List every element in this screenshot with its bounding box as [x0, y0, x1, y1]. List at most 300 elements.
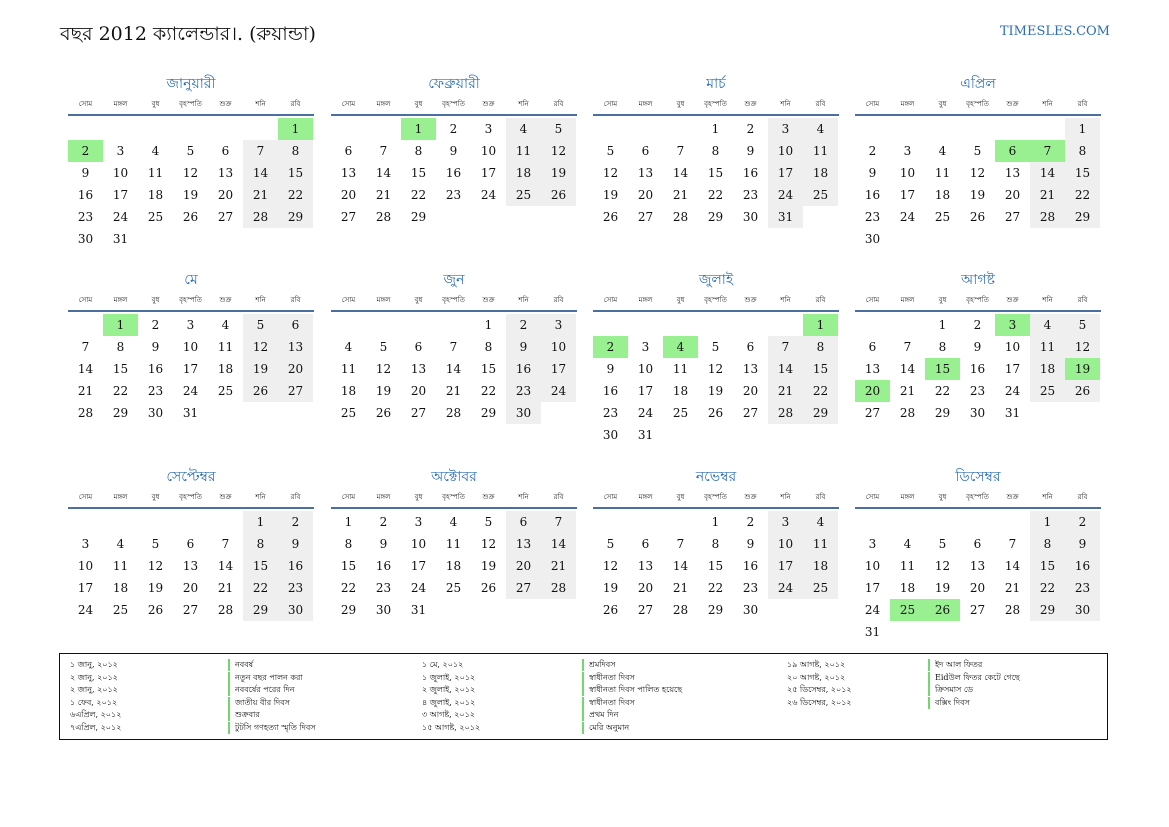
weekday-label: বুধ — [676, 493, 685, 501]
weekday-label: শুক্র — [482, 100, 495, 108]
legend-marker — [228, 722, 230, 734]
day-cell: 19 — [969, 188, 986, 202]
day-cell: 21 — [541, 555, 576, 577]
legend-date: ৭এপ্রিল, ২০১২ — [70, 723, 122, 732]
weekday-label: সোম — [78, 296, 93, 304]
weekday-label: বৃহস্পতি — [704, 100, 727, 108]
legend-marker — [928, 672, 930, 684]
weekday-label: শুক্র — [1006, 100, 1019, 108]
day-cell: 12 — [480, 537, 497, 551]
day-cell: 24 — [541, 380, 576, 402]
weekday-label: রবি — [1077, 493, 1088, 501]
holiday-day-cell: 1 — [103, 314, 138, 336]
day-cell: 18 — [147, 188, 164, 202]
weekday-header — [855, 291, 1101, 312]
day-cell: 10 — [864, 559, 881, 573]
day-cell: 14 — [899, 362, 916, 376]
day-cell: 16 — [445, 166, 462, 180]
day-cell: 12 — [969, 166, 986, 180]
day-cell: 11 — [1030, 336, 1065, 358]
holiday-day-cell: 15 — [925, 358, 960, 380]
holiday-day-cell: 7 — [1030, 140, 1065, 162]
day-cell: 21 — [217, 581, 234, 595]
weekday-header — [68, 488, 314, 509]
weekday-label: বুধ — [938, 100, 947, 108]
day-cell: 12 — [541, 140, 576, 162]
site-link[interactable]: TIMESLES.COM — [999, 24, 1110, 39]
holiday-day-cell: 3 — [995, 314, 1030, 336]
day-cell: 31 — [637, 428, 654, 442]
weekday-header — [593, 95, 839, 116]
month-title: জুলাই — [698, 272, 734, 288]
day-cell: 24 — [864, 603, 881, 617]
weekday-label: সোম — [865, 100, 880, 108]
day-grid — [68, 116, 314, 248]
weekday-label: শনি — [255, 493, 266, 501]
day-cell: 4 — [116, 537, 125, 551]
weekday-label: রবি — [553, 100, 564, 108]
day-cell: 2 — [506, 314, 541, 336]
day-cell: 9 — [506, 336, 541, 358]
day-cell: 19 — [707, 384, 724, 398]
weekday-label: মঙ্গল — [900, 100, 915, 108]
weekday-label: সোম — [78, 100, 93, 108]
day-cell: 5 — [243, 314, 278, 336]
day-cell: 15 — [707, 166, 724, 180]
day-cell: 5 — [606, 144, 615, 158]
weekday-label: মঙ্গল — [376, 100, 391, 108]
weekday-label: শুক্র — [482, 296, 495, 304]
day-cell: 4 — [151, 144, 160, 158]
legend-holiday-name: নতুন বছর পালন করা — [235, 672, 303, 682]
day-cell: 10 — [480, 144, 497, 158]
holiday-day-cell: 25 — [890, 599, 925, 621]
weekday-label: শনি — [1042, 493, 1053, 501]
day-cell: 14 — [243, 162, 278, 184]
day-cell: 12 — [1065, 336, 1100, 358]
weekday-label: বৃহস্পতি — [966, 493, 989, 501]
day-cell: 25 — [803, 577, 838, 599]
day-cell: 22 — [707, 188, 724, 202]
day-cell: 13 — [864, 362, 881, 376]
day-cell: 7 — [81, 340, 90, 354]
day-cell: 8 — [278, 140, 313, 162]
day-cell: 8 — [1065, 140, 1100, 162]
day-cell: 11 — [934, 166, 951, 180]
day-cell: 29 — [480, 406, 497, 420]
legend-date: ১৫ আগষ্ট, ২০১২ — [422, 723, 481, 732]
weekday-label: শনি — [518, 100, 529, 108]
weekday-label: শনি — [255, 296, 266, 304]
weekday-label: মঙ্গল — [638, 296, 653, 304]
day-cell: 9 — [379, 537, 388, 551]
legend-date: ২৬ ডিসেম্বর, ২০১২ — [787, 697, 852, 707]
day-cell: 20 — [742, 384, 759, 398]
day-cell: 14 — [1030, 162, 1065, 184]
day-cell: 13 — [969, 559, 986, 573]
day-cell: 21 — [899, 384, 916, 398]
day-cell: 30 — [278, 599, 313, 621]
legend-date: ১ জানু, ২০১২ — [70, 660, 118, 669]
day-cell: 10 — [899, 166, 916, 180]
weekday-label: সোম — [603, 296, 618, 304]
legend-marker — [228, 709, 230, 721]
day-cell: 9 — [606, 362, 615, 376]
weekday-label: সোম — [865, 493, 880, 501]
day-cell: 9 — [973, 340, 982, 354]
day-cell: 2 — [1065, 511, 1100, 533]
day-cell: 4 — [938, 144, 947, 158]
legend-date: ১৯ আগষ্ট, ২০১২ — [787, 660, 846, 669]
day-cell: 2 — [868, 144, 877, 158]
day-cell: 21 — [77, 384, 94, 398]
day-cell: 9 — [81, 166, 90, 180]
day-cell: 14 — [672, 559, 689, 573]
weekday-label: মঙ্গল — [113, 100, 128, 108]
day-cell: 15 — [410, 166, 427, 180]
holiday-day-cell: 2 — [593, 336, 628, 358]
weekday-label: শনি — [255, 100, 266, 108]
day-cell: 18 — [803, 162, 838, 184]
legend-holiday-name: ক্রিসমাস ডে — [935, 685, 973, 695]
day-cell: 4 — [803, 118, 838, 140]
day-cell: 11 — [340, 362, 357, 376]
day-cell: 22 — [1030, 577, 1065, 599]
legend-marker — [582, 709, 584, 721]
day-cell: 7 — [676, 144, 685, 158]
day-cell: 25 — [112, 603, 129, 617]
weekday-label: শুক্র — [1006, 493, 1019, 501]
day-cell: 16 — [147, 362, 164, 376]
day-cell: 14 — [77, 362, 94, 376]
month-title: ডিসেম্বর — [955, 469, 1001, 485]
day-cell: 17 — [541, 358, 576, 380]
day-cell: 24 — [637, 406, 654, 420]
weekday-label: বৃহস্পতি — [704, 296, 727, 304]
day-cell: 22 — [1065, 184, 1100, 206]
day-cell: 2 — [379, 515, 388, 529]
day-cell: 15 — [1065, 162, 1100, 184]
day-cell: 13 — [278, 336, 313, 358]
day-cell: 20 — [410, 384, 427, 398]
day-cell: 17 — [182, 362, 199, 376]
day-cell: 19 — [602, 581, 619, 595]
day-cell: 25 — [217, 384, 234, 398]
day-cell: 23 — [742, 581, 759, 595]
weekday-label: শুক্র — [744, 296, 757, 304]
month-calendar — [855, 74, 1101, 248]
day-cell: 26 — [1065, 380, 1100, 402]
day-cell: 7 — [541, 511, 576, 533]
day-cell: 21 — [1030, 184, 1065, 206]
weekday-label: শুক্র — [219, 100, 232, 108]
legend-holiday-name: নববর্ষ — [235, 660, 254, 669]
holiday-day-cell: 2 — [68, 140, 103, 162]
day-cell: 7 — [449, 340, 458, 354]
day-cell: 6 — [344, 144, 353, 158]
day-cell: 6 — [973, 537, 982, 551]
day-cell: 22 — [243, 577, 278, 599]
day-cell: 31 — [112, 232, 129, 246]
day-grid — [68, 509, 314, 641]
day-cell: 13 — [637, 166, 654, 180]
legend-holiday-name: মেরি অনুমান — [589, 723, 630, 732]
legend-holiday-name: স্বাধীনতা দিবস — [589, 697, 635, 707]
day-cell: 19 — [480, 559, 497, 573]
day-cell: 8 — [938, 340, 947, 354]
weekday-header — [855, 488, 1101, 509]
day-cell: 5 — [1065, 314, 1100, 336]
day-cell: 8 — [803, 336, 838, 358]
day-cell: 28 — [899, 406, 916, 420]
weekday-label: মঙ্গল — [376, 493, 391, 501]
day-cell: 4 — [803, 511, 838, 533]
holiday-day-cell: 26 — [925, 599, 960, 621]
weekday-label: মঙ্গল — [638, 493, 653, 501]
day-cell: 26 — [541, 184, 576, 206]
day-cell: 30 — [969, 406, 986, 420]
day-cell: 15 — [480, 362, 497, 376]
day-cell: 23 — [1065, 577, 1100, 599]
day-cell: 20 — [506, 555, 541, 577]
day-cell: 22 — [803, 380, 838, 402]
weekday-label: রবি — [290, 296, 301, 304]
day-cell: 24 — [768, 577, 803, 599]
day-cell: 10 — [637, 362, 654, 376]
month-title: ফেব্রুয়ারী — [428, 76, 480, 92]
day-cell: 25 — [506, 184, 541, 206]
weekday-label: রবি — [1077, 100, 1088, 108]
day-cell: 24 — [768, 184, 803, 206]
day-cell: 31 — [182, 406, 199, 420]
day-cell: 30 — [506, 402, 541, 424]
day-cell: 31 — [410, 603, 427, 617]
weekday-label: মঙ্গল — [638, 100, 653, 108]
day-cell: 26 — [375, 406, 392, 420]
weekday-header — [593, 291, 839, 312]
weekday-header — [331, 291, 577, 312]
weekday-label: বৃহস্পতি — [704, 493, 727, 501]
day-cell: 23 — [445, 188, 462, 202]
legend-marker — [582, 722, 584, 734]
weekday-header — [68, 95, 314, 116]
day-cell: 16 — [742, 559, 759, 573]
day-cell: 23 — [77, 210, 94, 224]
day-cell: 14 — [768, 358, 803, 380]
day-cell: 25 — [934, 210, 951, 224]
day-cell: 22 — [934, 384, 951, 398]
day-cell: 18 — [899, 581, 916, 595]
day-cell: 28 — [768, 402, 803, 424]
day-cell: 14 — [541, 533, 576, 555]
legend-marker — [582, 697, 584, 709]
weekday-label: শুক্র — [744, 100, 757, 108]
day-cell: 5 — [711, 340, 720, 354]
day-cell: 1 — [711, 122, 720, 136]
weekday-label: শনি — [780, 493, 791, 501]
legend-date: ১ মে, ২০১২ — [422, 660, 464, 669]
weekday-label: বুধ — [676, 100, 685, 108]
day-cell: 14 — [375, 166, 392, 180]
weekday-label: মঙ্গল — [113, 296, 128, 304]
day-cell: 15 — [278, 162, 313, 184]
day-cell: 19 — [375, 384, 392, 398]
day-cell: 17 — [1004, 362, 1021, 376]
day-cell: 24 — [1004, 384, 1021, 398]
weekday-label: বৃহস্পতি — [442, 100, 465, 108]
legend-holiday-name: জাতীয় বীর দিবস — [235, 697, 290, 707]
day-cell: 30 — [77, 232, 94, 246]
day-cell: 23 — [375, 581, 392, 595]
day-cell: 16 — [742, 166, 759, 180]
day-cell: 8 — [711, 537, 720, 551]
day-cell: 25 — [340, 406, 357, 420]
weekday-label: বুধ — [414, 100, 423, 108]
holiday-day-cell: 19 — [1065, 358, 1100, 380]
day-cell: 30 — [742, 603, 759, 617]
day-cell: 27 — [742, 406, 759, 420]
day-cell: 10 — [77, 559, 94, 573]
day-cell: 28 — [672, 603, 689, 617]
month-calendar — [855, 467, 1101, 641]
day-cell: 13 — [217, 166, 234, 180]
day-cell: 7 — [1008, 537, 1017, 551]
day-cell: 30 — [147, 406, 164, 420]
day-cell: 2 — [151, 318, 160, 332]
weekday-label: বৃহস্পতি — [179, 100, 202, 108]
day-cell: 20 — [278, 358, 313, 380]
day-cell: 23 — [602, 406, 619, 420]
day-grid — [593, 509, 839, 641]
day-cell: 20 — [217, 188, 234, 202]
day-cell: 15 — [112, 362, 129, 376]
day-cell: 13 — [410, 362, 427, 376]
day-cell: 2 — [449, 122, 458, 136]
day-cell: 8 — [243, 533, 278, 555]
weekday-label: সোম — [865, 296, 880, 304]
day-cell: 11 — [803, 140, 838, 162]
day-cell: 15 — [803, 358, 838, 380]
day-grid — [855, 116, 1101, 248]
legend-marker — [928, 659, 930, 671]
day-cell: 2 — [973, 318, 982, 332]
weekday-label: সোম — [603, 100, 618, 108]
page-title: বছর 2012 ক্যালেন্ডার।. (রুয়ান্ডা) — [60, 23, 316, 45]
day-cell: 19 — [934, 581, 951, 595]
month-calendar — [855, 270, 1101, 444]
holiday-day-cell: 1 — [401, 118, 436, 140]
legend-holiday-name: শ্রমদিবস — [589, 660, 616, 669]
day-cell: 17 — [77, 581, 94, 595]
day-cell: 28 — [541, 577, 576, 599]
day-cell: 28 — [77, 406, 94, 420]
legend-date: ২ জানু, ২০১২ — [70, 685, 118, 695]
day-cell: 14 — [445, 362, 462, 376]
month-calendar — [68, 74, 314, 248]
day-cell: 23 — [969, 384, 986, 398]
weekday-label: বুধ — [414, 493, 423, 501]
day-cell: 29 — [410, 210, 427, 224]
month-calendar — [331, 467, 577, 641]
day-cell: 29 — [340, 603, 357, 617]
day-cell: 12 — [147, 559, 164, 573]
day-cell: 11 — [217, 340, 234, 354]
day-cell: 19 — [602, 188, 619, 202]
day-cell: 1 — [344, 515, 353, 529]
weekday-label: রবি — [290, 100, 301, 108]
day-grid — [331, 509, 577, 641]
weekday-label: মঙ্গল — [900, 493, 915, 501]
weekday-label: শনি — [518, 493, 529, 501]
day-cell: 5 — [484, 515, 493, 529]
day-cell: 6 — [414, 340, 423, 354]
day-cell: 6 — [746, 340, 755, 354]
day-grid — [593, 312, 839, 444]
day-cell: 29 — [243, 599, 278, 621]
day-grid — [855, 312, 1101, 444]
holiday-day-cell: 20 — [855, 380, 890, 402]
day-cell: 4 — [221, 318, 230, 332]
day-cell: 8 — [414, 144, 423, 158]
day-cell: 18 — [340, 384, 357, 398]
day-cell: 6 — [868, 340, 877, 354]
day-cell: 15 — [243, 555, 278, 577]
day-cell: 28 — [1004, 603, 1021, 617]
day-cell: 6 — [506, 511, 541, 533]
day-cell: 23 — [864, 210, 881, 224]
day-cell: 11 — [506, 140, 541, 162]
day-cell: 13 — [1004, 166, 1021, 180]
day-cell: 8 — [484, 340, 493, 354]
day-cell: 1 — [484, 318, 493, 332]
day-cell: 4 — [1030, 314, 1065, 336]
day-cell: 6 — [186, 537, 195, 551]
day-cell: 24 — [410, 581, 427, 595]
day-cell: 7 — [903, 340, 912, 354]
day-cell: 23 — [147, 384, 164, 398]
day-cell: 28 — [445, 406, 462, 420]
day-cell: 7 — [379, 144, 388, 158]
day-cell: 10 — [410, 537, 427, 551]
weekday-header — [331, 488, 577, 509]
day-cell: 29 — [112, 406, 129, 420]
day-cell: 29 — [707, 603, 724, 617]
day-cell: 22 — [112, 384, 129, 398]
day-cell: 4 — [344, 340, 353, 354]
day-cell: 29 — [1065, 206, 1100, 228]
legend-date: ২ জানু, ২০১২ — [70, 672, 118, 682]
day-cell: 10 — [112, 166, 129, 180]
weekday-label: শনি — [1042, 296, 1053, 304]
day-cell: 12 — [707, 362, 724, 376]
day-cell: 21 — [375, 188, 392, 202]
legend-marker — [228, 697, 230, 709]
day-cell: 13 — [637, 559, 654, 573]
day-cell: 12 — [182, 166, 199, 180]
day-cell: 16 — [602, 384, 619, 398]
day-cell: 21 — [768, 380, 803, 402]
day-cell: 11 — [445, 537, 462, 551]
day-grid — [68, 312, 314, 444]
weekday-header — [593, 488, 839, 509]
day-cell: 27 — [217, 210, 234, 224]
month-calendar — [331, 270, 577, 444]
day-cell: 1 — [243, 511, 278, 533]
day-cell: 23 — [278, 577, 313, 599]
day-cell: 21 — [1004, 581, 1021, 595]
legend-date: ১ ফেব, ২০১২ — [70, 697, 118, 707]
weekday-header — [855, 95, 1101, 116]
